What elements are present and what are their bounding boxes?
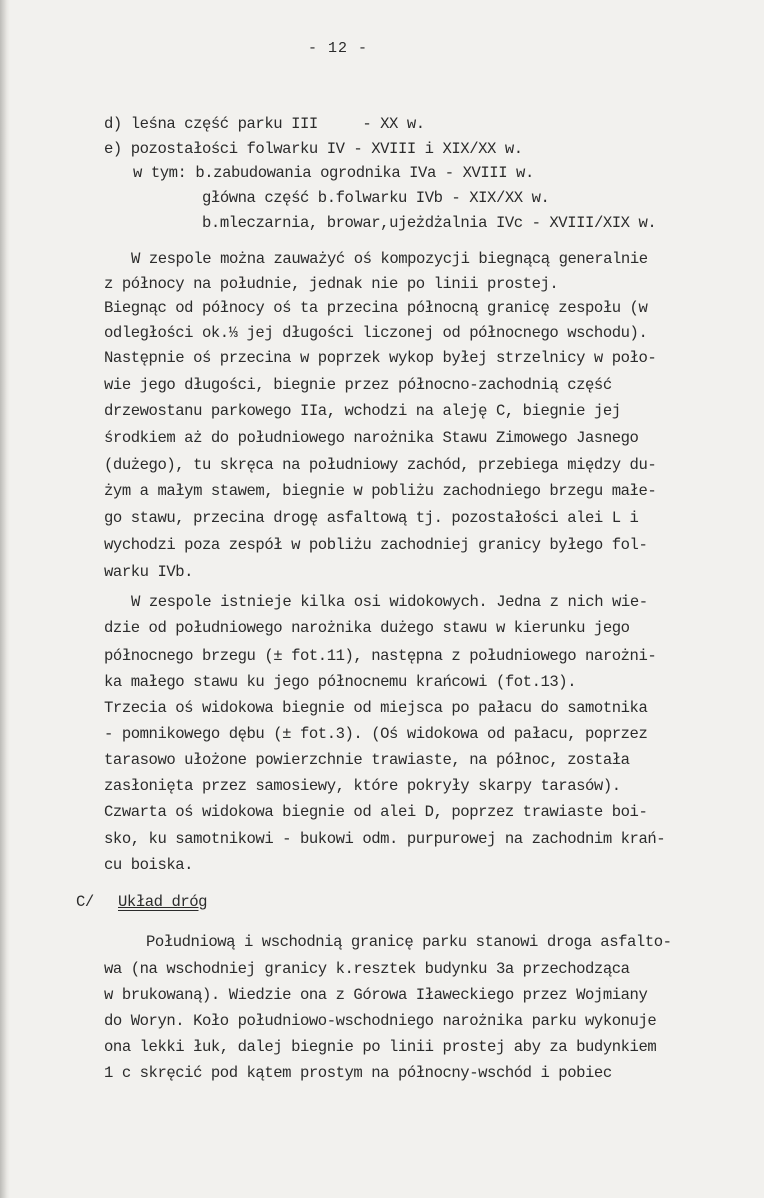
list-item-d: d) leśna część parku III - XX w. (104, 115, 425, 133)
page-edge-shadow (0, 0, 10, 1198)
paragraph-2-line: dzie od południowego narożnika dużego stawu w kierunku jego (104, 619, 630, 637)
paragraph-2-line: ka małego stawu ku jego północnemu krańcowi (fot.13). (104, 673, 577, 691)
paragraph-1-line: wychodzi poza zespół w pobliżu zachodniej granicy byłego fol- (104, 536, 648, 554)
paragraph-2-line: północnego brzegu (± fot.11), następna z południowego narożni- (104, 647, 657, 665)
paragraph-1-line: środkiem aż do południowego narożnika Stawu Zimowego Jasnego (104, 429, 639, 447)
paragraph-3-line: Południową i wschodnią granicę parku stanowi droga asfalto- (146, 933, 672, 951)
paragraph-2-line: cu boiska. (104, 856, 194, 874)
paragraph-1-line: (dużego), tu skręca na południowy zachód, przebiega między du- (104, 456, 657, 474)
paragraph-1-line: go stawu, przecina drogę asfaltową tj. pozostałości alei L i (104, 509, 639, 527)
list-subitem-1: w tym: b.zabudowania ogrodnika IVa - XVIII w. (133, 164, 534, 182)
paragraph-2-line: zasłonięta przez samosiewy, które pokryły skarpy tarasów). (104, 777, 621, 795)
paragraph-1-line: wie jego długości, biegnie przez północno-zachodnią część (104, 376, 612, 394)
paragraph-3-line: w brukowaną). Wiedzie ona z Górowa Iławeckiego przez Wojmiany (104, 986, 648, 1004)
paragraph-2-line: Trzecia oś widokowa biegnie od miejsca po pałacu do samotnika (104, 699, 648, 717)
paragraph-2-line: sko, ku samotnikowi - bukowi odm. purpurowej na zachodnim krań- (104, 830, 666, 848)
paragraph-2-line: W zespole istnieje kilka osi widokowych. Jedna z nich wie- (131, 593, 648, 611)
paragraph-3-line: wa (na wschodniej granicy k.resztek budynku 3a przechodząca (104, 960, 630, 978)
list-subitem-2: główna część b.folwarku IVb - XIX/XX w. (202, 189, 550, 207)
paragraph-2-line: tarasowo ułożone powierzchnie trawiaste, na północ, została (104, 751, 630, 769)
paragraph-1-line: Następnie oś przecina w poprzek wykop byłej strzelnicy w poło- (104, 349, 657, 367)
paragraph-2-line: Czwarta oś widokowa biegnie od alei D, poprzez trawiaste boi- (104, 803, 648, 821)
section-marker: C/ (76, 893, 94, 911)
paragraph-2-line: - pomnikowego dębu (± fot.3). (Oś widokowa od pałacu, poprzez (104, 725, 648, 743)
paragraph-1-line: Biegnąc od północy oś ta przecina północną granicę zespołu (w (104, 299, 648, 317)
paragraph-3-line: do Woryn. Koło południowo-wschodniego narożnika parku wykonuje (104, 1012, 657, 1030)
paragraph-1-line: warku IVb. (104, 563, 194, 581)
section-title: Układ dróg (118, 893, 208, 911)
list-item-e: e) pozostałości folwarku IV - XVIII i XIX/XX w. (104, 140, 523, 158)
paragraph-3-line: ona lekki łuk, dalej biegnie po linii prostej aby za budynkiem (104, 1038, 657, 1056)
paragraph-1-line: odległości ok.⅓ jej długości liczonej od północnego wschodu). (104, 324, 648, 342)
paragraph-3-line: 1 c skręcić pod kątem prostym na północny-wschód i pobiec (104, 1064, 612, 1082)
paragraph-1-line: z północy na południe, jednak nie po linii prostej. (104, 275, 559, 293)
paragraph-1-line: żym a małym stawem, biegnie w pobliżu zachodniego brzegu małe- (104, 482, 657, 500)
paragraph-1-line: W zespole można zauważyć oś kompozycji biegnącą generalnie (131, 250, 648, 268)
list-subitem-3: b.mleczarnia, browar,ujeżdżalnia IVc - XVIII/XIX w. (202, 214, 657, 232)
page-number: - 12 - (308, 40, 369, 57)
paragraph-1-line: drzewostanu parkowego IIa, wchodzi na aleję C, biegnie jej (104, 402, 621, 420)
